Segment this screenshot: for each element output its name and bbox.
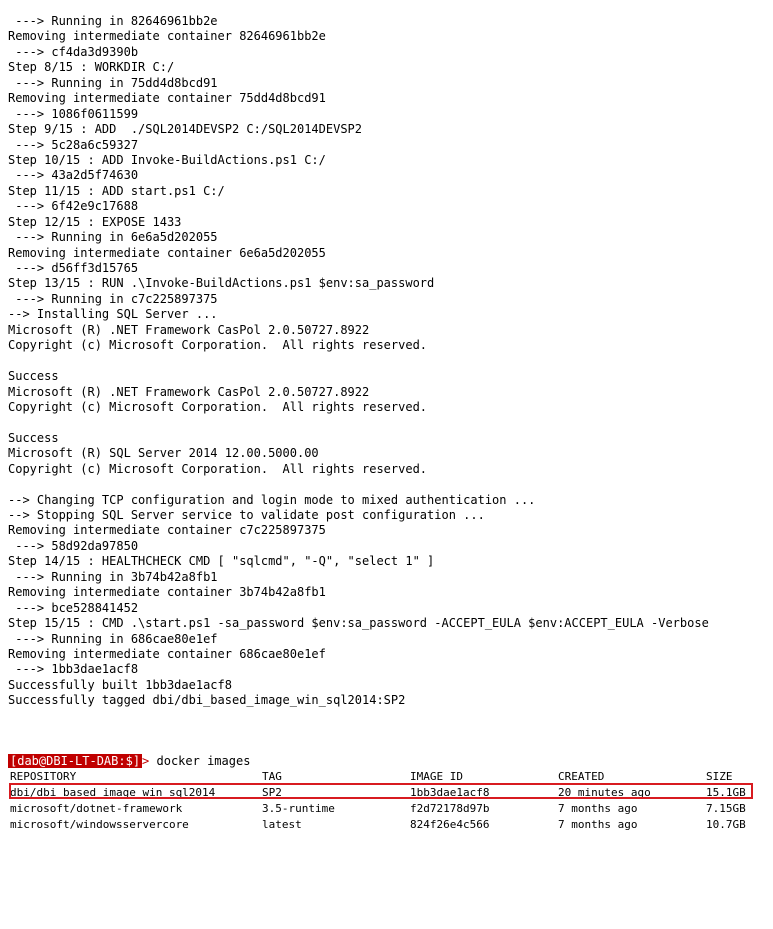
- log-line: ---> 58d92da97850: [8, 538, 139, 553]
- log-line: Copyright (c) Microsoft Corporation. All rights reserved.: [8, 461, 428, 476]
- cell-tag: SP2: [262, 786, 282, 799]
- cell-image-id: 824f26e4c566: [410, 818, 490, 831]
- log-line: ---> d56ff3d15765: [8, 261, 139, 275]
- typed-command: docker images: [149, 754, 251, 768]
- header-size: SIZE: [706, 770, 733, 783]
- log-line: Removing intermediate container 75dd4d8bcd91: [8, 91, 326, 106]
- log-line: Step 12/15 : EXPOSE 1433: [8, 214, 182, 229]
- log-line: Copyright (c) Microsoft Corporation. All rights reserved.: [8, 338, 428, 353]
- cell-created: 20 minutes ago: [558, 786, 651, 799]
- log-line: ---> 43a2d5f74630: [8, 168, 139, 183]
- log-line: Successfully tagged dbi/dbi_based_image_win_sql2014:SP2: [8, 693, 406, 708]
- log-line: ---> 1086f0611599: [8, 106, 139, 121]
- log-line: Success: [8, 430, 59, 445]
- log-line: Microsoft (R) SQL Server 2014 12.00.5000.00: [8, 446, 319, 461]
- log-line: ---> Running in 6e6a5d202055: [8, 230, 218, 245]
- header-repository: REPOSITORY: [10, 770, 77, 783]
- table-row: [10, 817, 760, 833]
- cell-image-id: f2d72178d97b: [410, 802, 490, 815]
- docker-images-table: [10, 769, 760, 833]
- log-line: Removing intermediate container 686cae80e1ef: [8, 646, 326, 661]
- log-line: ---> Running in 3b74b42a8fb1: [8, 569, 218, 584]
- log-line: ---> cf4da3d9390b: [8, 44, 139, 59]
- log-line: Step 14/15 : HEALTHCHECK CMD [ "sqlcmd", "-Q", "select 1" ]: [8, 554, 435, 569]
- log-line: ---> Running in 686cae80e1ef: [8, 631, 218, 646]
- cell-repository: dbi/dbi_based_image_win_sql2014: [10, 786, 216, 799]
- log-line: Step 10/15 : ADD Invoke-BuildActions.ps1 C:/: [8, 152, 326, 167]
- cell-repository: microsoft/windowsservercore: [10, 818, 189, 831]
- cell-size: 7.15GB: [706, 802, 746, 815]
- log-line: Successfully built 1bb3dae1acf8: [8, 677, 232, 692]
- log-line: Success: [8, 369, 59, 384]
- log-line: Copyright (c) Microsoft Corporation. All rights reserved.: [8, 399, 428, 414]
- log-line: Step 9/15 : ADD ./SQL2014DEVSP2 C:/SQL2014DEVSP2: [8, 122, 363, 137]
- prompt-suffix: >: [142, 754, 150, 768]
- log-line: Removing intermediate container 82646961bb2e: [8, 29, 326, 44]
- log-line: [8, 415, 768, 430]
- table-row: [10, 801, 760, 817]
- log-line: ---> 1bb3dae1acf8: [8, 662, 139, 677]
- log-line: Step 8/15 : WORKDIR C:/: [8, 60, 175, 75]
- log-line: --> Changing TCP configuration and login mode to mixed authentication ...: [8, 492, 536, 507]
- log-line: ---> Running in c7c225897375: [8, 291, 218, 306]
- log-line: Microsoft (R) .NET Framework CasPol 2.0.50727.8922: [8, 384, 370, 399]
- log-line: ---> Running in 82646961bb2e: [8, 14, 218, 28]
- log-line: Microsoft (R) .NET Framework CasPol 2.0.50727.8922: [8, 322, 370, 337]
- header-image-id: IMAGE ID: [410, 770, 463, 783]
- cell-created: 7 months ago: [558, 802, 638, 815]
- log-line: [8, 477, 768, 492]
- cell-size: 15.1GB: [706, 786, 746, 799]
- log-line: [8, 354, 768, 369]
- log-line: ---> 5c28a6c59327: [8, 137, 139, 152]
- cell-size: 10.7GB: [706, 818, 746, 831]
- log-line: Step 13/15 : RUN .\Invoke-BuildActions.ps1 $env:sa_password: [8, 276, 435, 291]
- log-line: ---> Running in 75dd4d8bcd91: [8, 75, 218, 90]
- cell-created: 7 months ago: [558, 818, 638, 831]
- cell-tag: latest: [262, 818, 302, 831]
- log-line: --> Installing SQL Server ...: [8, 307, 218, 322]
- log-line: Step 15/15 : CMD .\start.ps1 -sa_password $env:sa_password -ACCEPT_EULA $env:ACCEPT_EULA -Verbose: [8, 616, 709, 631]
- shell-prompt: [dab@DBI-LT-DAB:$]: [10, 754, 141, 768]
- header-created: CREATED: [558, 770, 605, 783]
- cell-tag: 3.5-runtime: [262, 802, 335, 815]
- cell-image-id: 1bb3dae1acf8: [410, 786, 490, 799]
- highlight-box-new-image: [9, 783, 753, 799]
- log-line: ---> bce528841452: [8, 600, 139, 615]
- log-line: ---> 6f42e9c17688: [8, 199, 139, 214]
- terminal-prompt-line: [8, 752, 768, 770]
- cell-repository: microsoft/dotnet-framework: [10, 802, 183, 815]
- log-line: --> Stopping SQL Server service to validate post configuration ...: [8, 508, 485, 522]
- log-line: Removing intermediate container c7c225897375: [8, 523, 326, 538]
- terminal-build-log: [8, 14, 768, 709]
- log-line: Removing intermediate container 3b74b42a8fb1: [8, 585, 326, 600]
- header-tag: TAG: [262, 770, 282, 783]
- log-line: Step 11/15 : ADD start.ps1 C:/: [8, 183, 225, 198]
- log-line: Removing intermediate container 6e6a5d202055: [8, 245, 326, 260]
